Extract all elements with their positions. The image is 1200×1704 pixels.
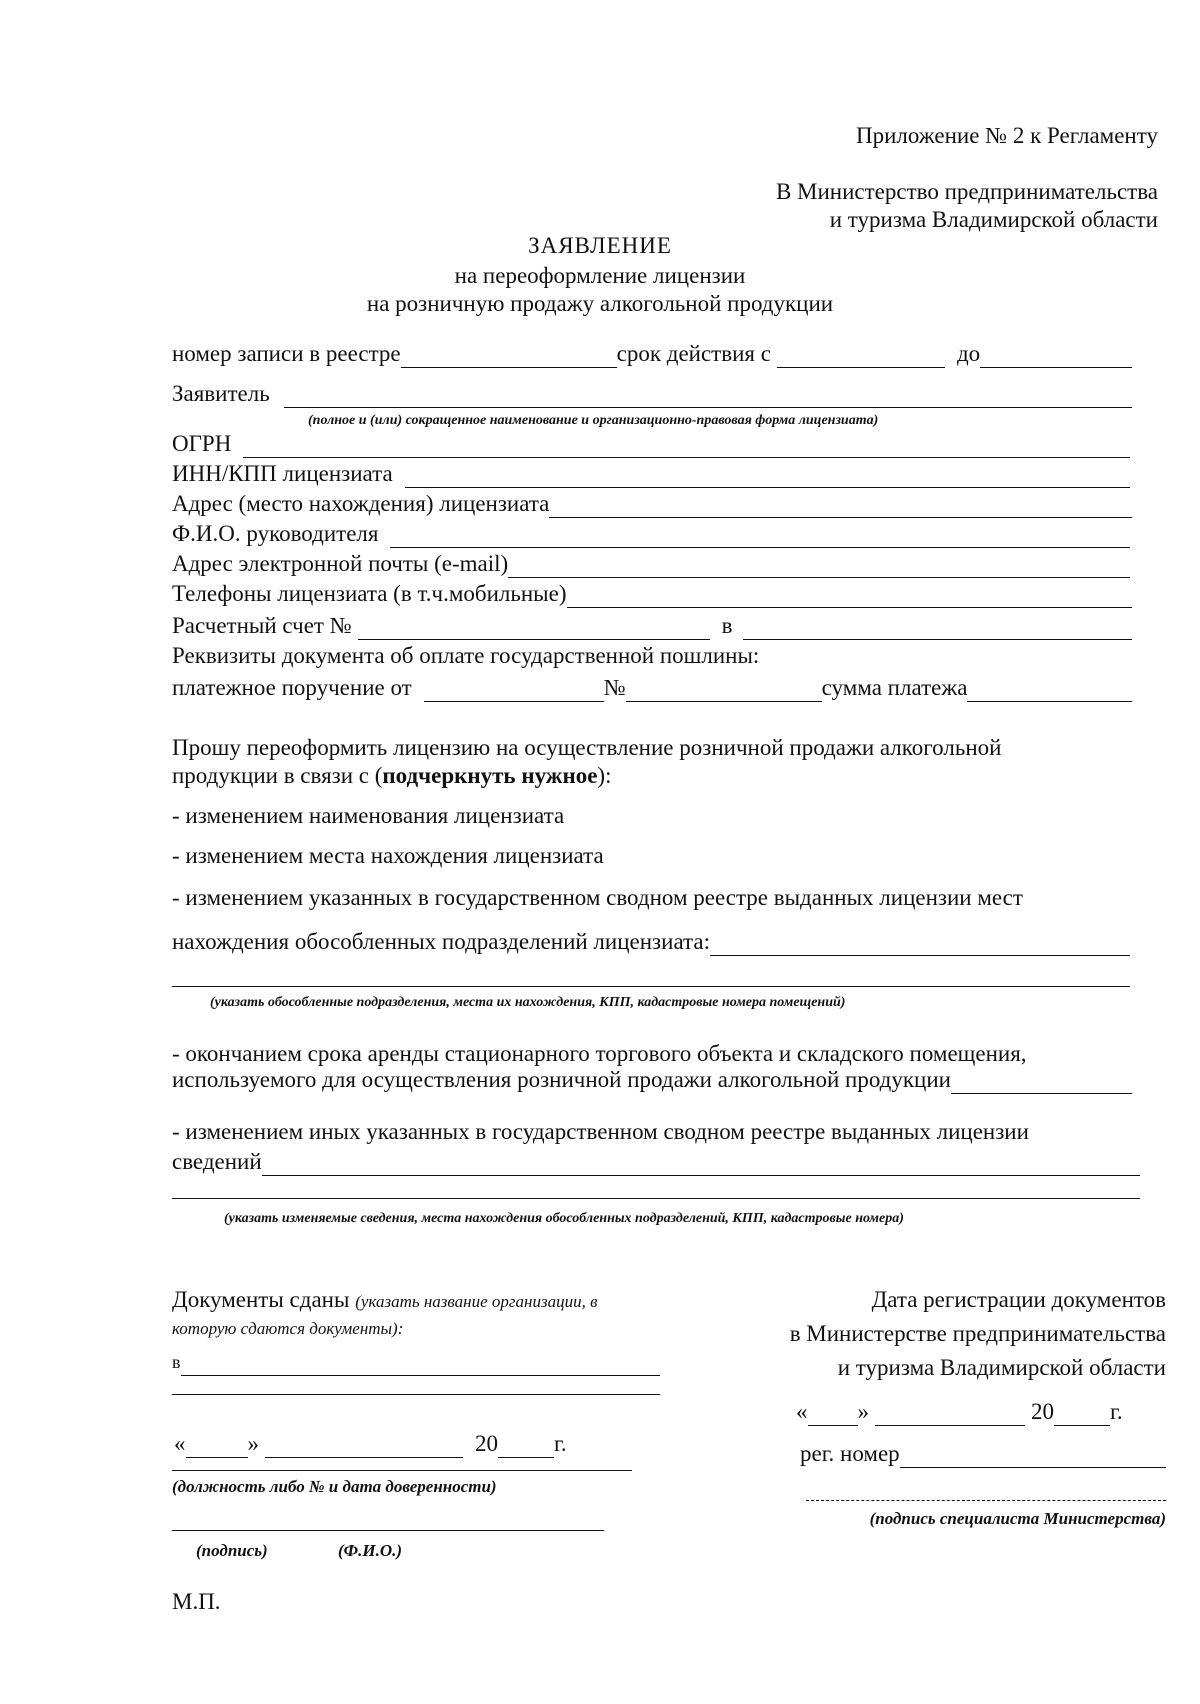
- reg-day-field[interactable]: [808, 1403, 858, 1426]
- option-name-change[interactable]: - изменением наименования лицензиата: [172, 803, 565, 828]
- registration-date-row: [796, 1398, 1166, 1426]
- validity-to-label: до: [956, 341, 981, 366]
- docs-date-row: [174, 1430, 574, 1458]
- docs-submitted-hint-1: (указать название организации, в: [355, 1292, 598, 1311]
- director-label: Ф.И.О. руководителя: [172, 521, 379, 546]
- docs-org-prefix: в: [172, 1352, 181, 1372]
- reg-number-field[interactable]: [900, 1445, 1166, 1468]
- phones-label: Телефоны лицензиата (в т.ч.мобильные): [172, 581, 567, 606]
- subdivisions-field-line-2[interactable]: [172, 986, 1130, 987]
- document-subtitle-2: на розничную продажу алкогольной продукции: [366, 291, 834, 316]
- phones-row: [172, 580, 1132, 608]
- request-intro-line-1: Прошу переоформить лицензию на осуществление розничной продажи алкогольной: [172, 735, 1002, 760]
- payment-number-field[interactable]: [626, 679, 822, 702]
- name-hint: (Ф.И.О.): [338, 1541, 403, 1560]
- docs-day-field[interactable]: [186, 1435, 248, 1458]
- subdivisions-label: нахождения обособленных подразделений лицензиата:: [172, 929, 710, 954]
- applicant-hint: (полное и (или) сокращенное наименование и организационно-правовая форма лицензиата): [308, 413, 879, 428]
- reg-number-label: рег. номер: [800, 1441, 900, 1466]
- option-subdivisions-change[interactable]: - изменением указанных в государственном сводном реестре выданных лицензии мест: [172, 885, 1023, 910]
- docs-signature-field[interactable]: [172, 1530, 604, 1531]
- registry-number-label: номер записи в реестре: [172, 341, 401, 366]
- other-change-field-line-2[interactable]: [172, 1198, 1140, 1199]
- validity-to-field[interactable]: [980, 345, 1132, 368]
- docs-date-quote-close: »: [247, 1431, 259, 1456]
- reg-month-field[interactable]: [875, 1403, 1025, 1426]
- stamp-place: М.П.: [172, 1589, 221, 1614]
- reg-year-prefix: 20: [1031, 1399, 1054, 1424]
- payment-row: [172, 674, 1132, 702]
- subdivisions-hint: (указать обособленные подразделения, места их нахождения, КПП, кадастровые номера помещений): [210, 995, 846, 1010]
- director-row: [172, 520, 1130, 548]
- registry-number-field[interactable]: [401, 345, 617, 368]
- reg-year-field[interactable]: [1054, 1403, 1110, 1426]
- docs-date-quote-open: «: [174, 1431, 186, 1456]
- address-row: [172, 490, 1132, 518]
- underline-instruction: подчеркнуть нужное: [382, 763, 598, 788]
- other-change-field[interactable]: [262, 1153, 1140, 1176]
- registry-row: [172, 340, 1132, 368]
- ogrn-field[interactable]: [243, 435, 1130, 458]
- payment-date-field[interactable]: [424, 679, 604, 702]
- account-bank-prefix: в: [721, 613, 733, 638]
- docs-year-suffix: г.: [554, 1431, 567, 1456]
- other-change-row: [172, 1148, 1140, 1176]
- other-change-hint: (указать изменяемые сведения, места нахождения обособленных подразделений, КПП, кадастровые номера): [224, 1211, 904, 1226]
- registration-date-line-3: и туризма Владимирской области: [837, 1355, 1166, 1380]
- registration-date-line-1: Дата регистрации документов: [871, 1287, 1166, 1312]
- request-intro-text: продукции в связи с (: [172, 763, 383, 788]
- address-label: Адрес (место нахождения) лицензиата: [172, 491, 550, 516]
- other-change-label: сведений: [172, 1149, 262, 1174]
- payment-order-label: платежное поручение от: [172, 675, 412, 700]
- subdivisions-field[interactable]: [710, 933, 1130, 956]
- phones-field[interactable]: [567, 585, 1133, 608]
- applicant-row: [172, 380, 1132, 408]
- account-label: Расчетный счет №: [172, 613, 352, 638]
- addressee-line-2: и туризма Владимирской области: [829, 207, 1158, 232]
- option-lease-end-line-2: используемого для осуществления розничной продажи алкогольной продукции: [172, 1067, 951, 1092]
- email-field[interactable]: [508, 555, 1130, 578]
- applicant-label: Заявитель: [172, 381, 270, 406]
- account-number-field[interactable]: [358, 617, 710, 640]
- ogrn-row: [172, 430, 1130, 458]
- appendix-label: Приложение № 2 к Регламенту: [855, 123, 1158, 148]
- docs-month-field[interactable]: [265, 1435, 463, 1458]
- inn-kpp-row: [172, 460, 1130, 488]
- account-bank-field[interactable]: [743, 617, 1132, 640]
- specialist-signature-hint: (подпись специалиста Министерства): [869, 1509, 1166, 1528]
- inn-kpp-label: ИНН/КПП лицензиата: [172, 461, 393, 486]
- docs-year-prefix: 20: [475, 1431, 498, 1456]
- payment-sum-label: сумма платежа: [821, 675, 968, 700]
- ogrn-label: ОГРН: [172, 431, 232, 456]
- lease-end-field[interactable]: [951, 1071, 1132, 1094]
- email-label: Адрес электронной почты (e-mail): [172, 551, 509, 576]
- specialist-signature-field[interactable]: [806, 1500, 1166, 1501]
- lease-end-row: [172, 1066, 1132, 1094]
- payment-number-label: №: [603, 675, 626, 700]
- registration-date-line-2: в Министерстве предпринимательства: [789, 1321, 1166, 1346]
- docs-position-field[interactable]: [172, 1470, 632, 1471]
- docs-org-field[interactable]: [181, 1357, 661, 1376]
- docs-year-field[interactable]: [498, 1435, 554, 1458]
- fee-details-label: Реквизиты документа об оплате государственной пошлины:: [172, 643, 760, 668]
- option-location-change[interactable]: - изменением места нахождения лицензиата: [172, 843, 604, 868]
- addressee-line-1: В Министерство предпринимательства: [775, 179, 1158, 204]
- docs-org-row: [172, 1348, 660, 1376]
- request-intro-line-2: [172, 762, 611, 790]
- account-row: [172, 612, 1132, 640]
- document-subtitle-1: на переоформление лицензии: [454, 263, 746, 288]
- address-field[interactable]: [549, 495, 1132, 518]
- docs-submitted-label: Документы сданы: [172, 1287, 350, 1312]
- docs-submitted-hint-2: которую сдаются документы):: [172, 1319, 404, 1338]
- reg-date-quote-open: «: [796, 1399, 808, 1424]
- reg-date-quote-close: »: [857, 1399, 869, 1424]
- applicant-field[interactable]: [284, 385, 1132, 408]
- director-field[interactable]: [390, 525, 1130, 548]
- inn-kpp-field[interactable]: [405, 465, 1130, 488]
- request-intro-tail: ):: [597, 763, 612, 788]
- signature-hint: (подпись): [196, 1541, 268, 1560]
- option-other-change-line-1[interactable]: - изменением иных указанных в государственном сводном реестре выданных лицензии: [172, 1119, 1029, 1144]
- reg-year-suffix: г.: [1110, 1399, 1123, 1424]
- validity-from-label: срок действия с: [616, 341, 771, 366]
- docs-submitted-line-1: [172, 1286, 597, 1314]
- validity-from-field[interactable]: [777, 345, 945, 368]
- registration-number-row: [800, 1440, 1166, 1468]
- position-hint: (должность либо № и дата доверенности): [172, 1477, 497, 1496]
- subdivisions-row: [172, 928, 1130, 956]
- payment-sum-field[interactable]: [967, 679, 1132, 702]
- option-lease-end-line-1[interactable]: - окончанием срока аренды стационарного торгового объекта и складского помещения,: [172, 1041, 1027, 1066]
- document-title: ЗАЯВЛЕНИЕ: [528, 233, 672, 258]
- email-row: [172, 550, 1130, 578]
- docs-org-field-line-2[interactable]: [172, 1394, 660, 1395]
